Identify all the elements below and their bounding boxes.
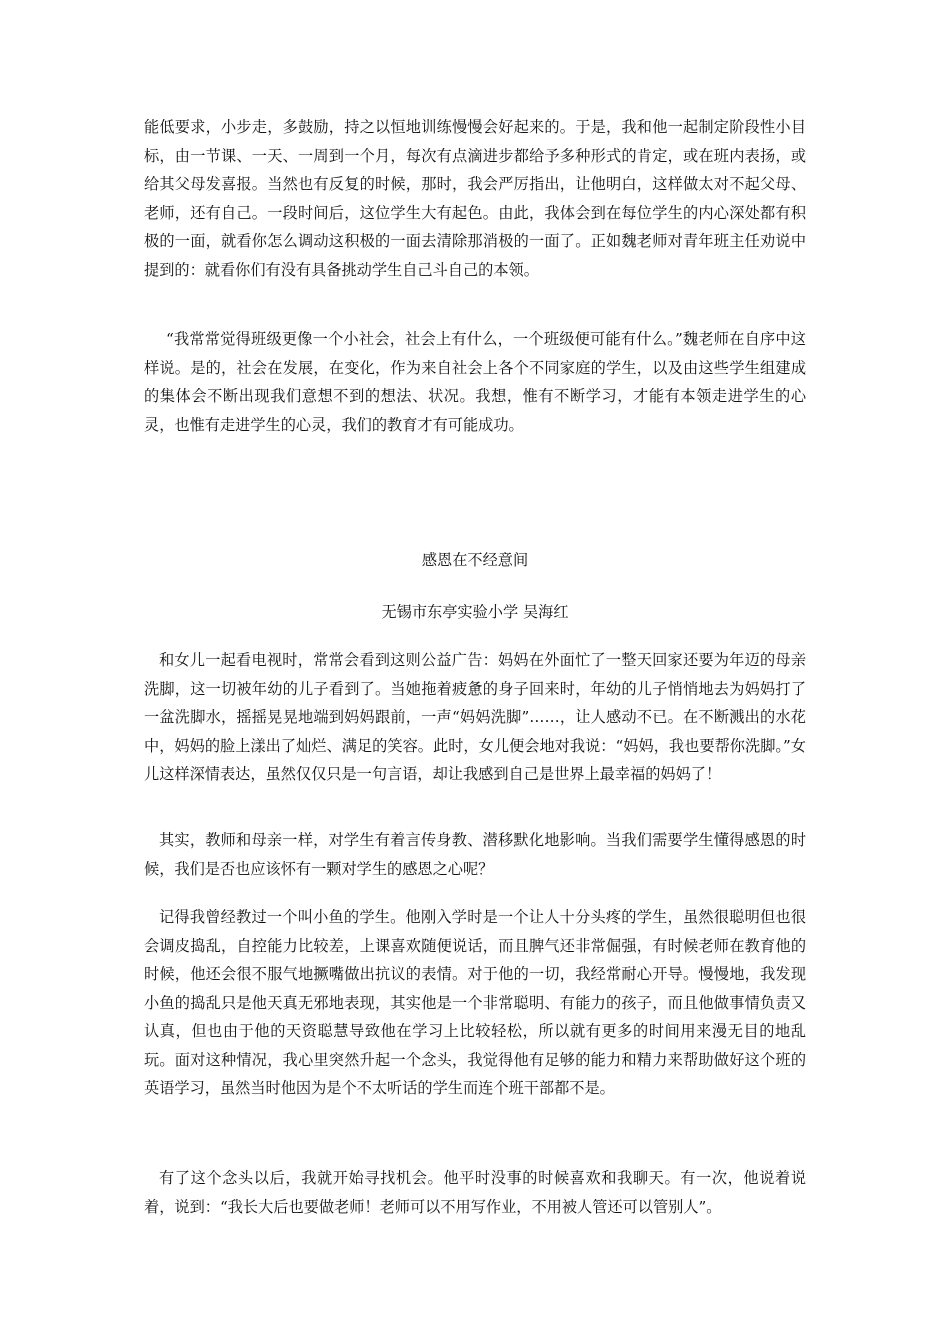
article-paragraph-1: 和女儿一起看电视时，常常会看到这则公益广告：妈妈在外面忙了一整天回家还要为年迈的母亲洗脚，这一切被年幼的儿子看到了。当她拖着疲惫的身子回来时，年幼的儿子悄悄地去为妈妈打了一盆洗脚水，摇摇晃晃地端到妈妈跟前，一声“妈妈洗脚”……，让人感动不已。在不断溅出的水花中，妈妈的脸上漾出了灿烂、满足的笑容。此时，女儿便会地对我说：“妈妈，我也要帮你洗脚。”女儿这样深情表达，虽然仅仅只是一句言语，却让我感到自己是世界上最幸福的妈妈了！ bbox=[144, 651, 806, 783]
paragraph-quote: “我常常觉得班级更像一个小社会，社会上有什么，一个班级便可能有什么。”魏老师在自序中这样说。是的，社会在发展，在变化，作为来自社会上各个不同家庭的学生，以及由这些学生组建成的集体会不断出现我们意想不到的想法、状况。我想，惟有不断学习，才能有本领走进学生的心灵，也惟有走进学生的心灵，我们的教育才有可能成功。 bbox=[144, 330, 806, 434]
article-author: 无锡市东亭实验小学 吴海红 bbox=[381, 603, 569, 621]
article-title: 感恩在不经意间 bbox=[421, 551, 529, 569]
paragraph-continued: 能低要求，小步走，多鼓励，持之以恒地训练慢慢会好起来的。于是，我和他一起制定阶段性小目标，由一节课、一天、一周到一个月，每次有点滴进步都给予多种形式的肯定，或在班内表扬，或给其父母发喜报。当然也有反复的时候，那时，我会严厉指出，让他明白，这样做太对不起父母、老师，还有自己。一段时间后，这位学生大有起色。由此，我体会到在每位学生的内心深处都有积极的一面，就看你怎么调动这积极的一面去清除那消极的一面了。正如魏老师对青年班主任劝说中提到的：就看你们有没有具备挑动学生自己斗自己的本领。 bbox=[144, 118, 806, 279]
article-paragraph-3: 记得我曾经教过一个叫小鱼的学生。他刚入学时是一个让人十分头疼的学生，虽然很聪明但也很会调皮捣乱，自控能力比较差，上课喜欢随便说话，而且脾气还非常倔强，有时候老师在教育他的时候，他还会很不服气地撅嘴做出抗议的表情。对于他的一切，我经常耐心开导。慢慢地，我发现小鱼的捣乱只是他天真无邪地表现，其实他是一个非常聪明、有能力的孩子，而且他做事情负责又认真，但也由于他的天资聪慧导致他在学习上比较轻松，所以就有更多的时间用来漫无目的地乱玩。面对这种情况，我心里突然升起一个念头，我觉得他有足够的能力和精力来帮助做好这个班的英语学习，虽然当时他因为是个不太听话的学生而连个班干部都不是。 bbox=[144, 908, 806, 1097]
article-paragraph-4: 有了这个念头以后，我就开始寻找机会。他平时没事的时候喜欢和我聊天。有一次，他说着说着，说到：“我长大后也要做老师！老师可以不用写作业，不用被人管还可以管别人”。 bbox=[144, 1169, 806, 1216]
article-paragraph-2: 其实，教师和母亲一样，对学生有着言传身教、潜移默化地影响。当我们需要学生懂得感恩的时候，我们是否也应该怀有一颗对学生的感恩之心呢？ bbox=[144, 831, 806, 878]
